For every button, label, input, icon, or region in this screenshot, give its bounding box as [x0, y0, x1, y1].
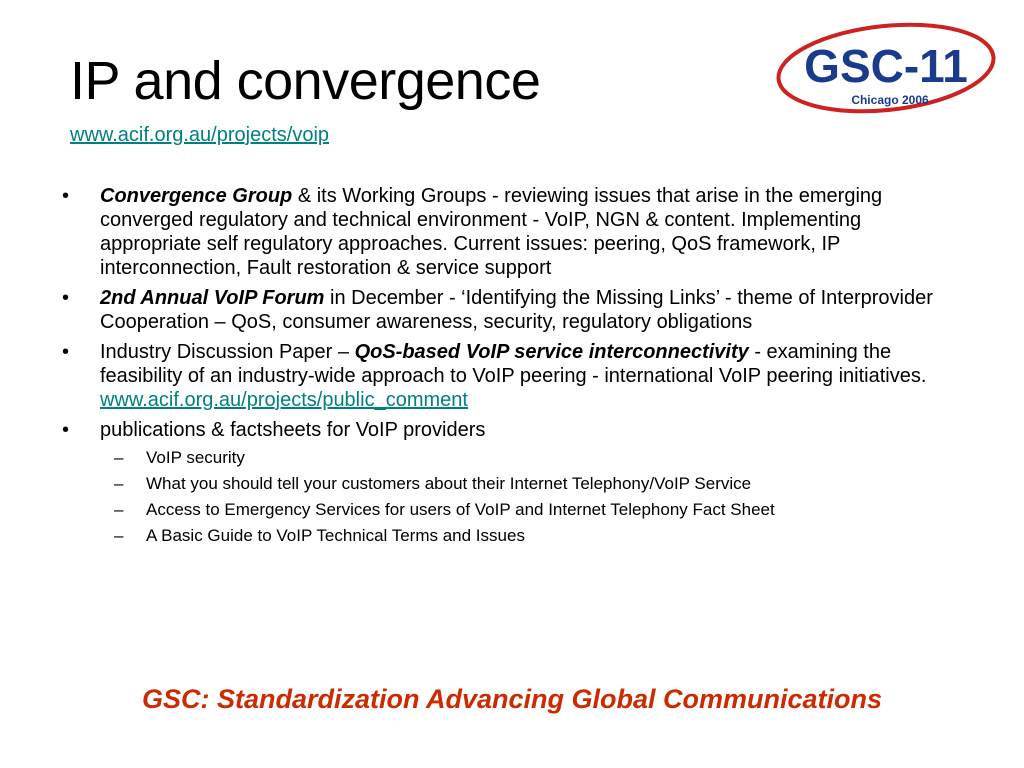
bullet-prefix: Industry Discussion Paper – [100, 341, 355, 363]
bullet-list [62, 184, 962, 546]
sub-item [100, 448, 962, 468]
bullet-text: - examining the feasibility of an industry-wide approach to VoIP peering - international VoIP peering initiatives. [100, 341, 927, 387]
bullet-lead: 2nd Annual VoIP Forum [100, 287, 325, 309]
logo-name: GSC-11 [804, 40, 968, 92]
bullet-text: & its Working Groups - reviewing issues that arise in the emerging converged regulatory and technical environment - VoIP, NGN & content. Implementing appropriate self regulatory approaches. Current issues: peering, QoS framework, IP interconnection, Fault restoration & service support [100, 185, 883, 279]
bullet-item [62, 340, 962, 412]
dash-marker: – [114, 448, 124, 467]
bullet-marker: • [62, 341, 70, 363]
sub-item [100, 500, 962, 520]
bullet-marker: • [62, 185, 70, 207]
bullet-marker: • [62, 287, 70, 309]
sub-item-text: Access to Emergency Services for users of VoIP and Internet Telephony Fact Sheet [146, 500, 775, 519]
sub-item-text: A Basic Guide to VoIP Technical Terms and Issues [146, 526, 525, 545]
bullet-marker: • [62, 419, 70, 441]
footer-tagline: GSC: Standardization Advancing Global Communications [141, 684, 883, 714]
public-comment-link[interactable]: www.acif.org.au/projects/public_comment [100, 389, 468, 411]
sub-item-text: What you should tell your customers about their Internet Telephony/VoIP Service [146, 474, 752, 493]
logo-subtitle: Chicago 2006 [851, 93, 929, 107]
sub-item [100, 526, 962, 546]
dash-marker: – [114, 500, 124, 519]
dash-marker: – [114, 526, 124, 545]
slide-title: IP and convergence [70, 51, 541, 111]
bullet-text: in December - ‘Identifying the Missing Links’ - theme of Interprovider Cooperation – QoS, consumer awareness, security, regulatory obligations [100, 287, 933, 333]
bullet-text: publications & factsheets for VoIP providers [100, 419, 486, 441]
sub-list [100, 448, 962, 546]
sub-item-text: VoIP security [146, 448, 245, 467]
bullet-item [62, 286, 962, 334]
bullet-lead: QoS-based VoIP service interconnectivity [354, 341, 749, 363]
gsc-logo [774, 22, 996, 114]
bullet-item [62, 184, 962, 280]
title-link[interactable]: www.acif.org.au/projects/voip [70, 124, 330, 146]
bullet-lead: Convergence Group [100, 185, 293, 207]
bullet-item [62, 418, 962, 546]
dash-marker: – [114, 474, 124, 493]
sub-item [100, 474, 962, 494]
